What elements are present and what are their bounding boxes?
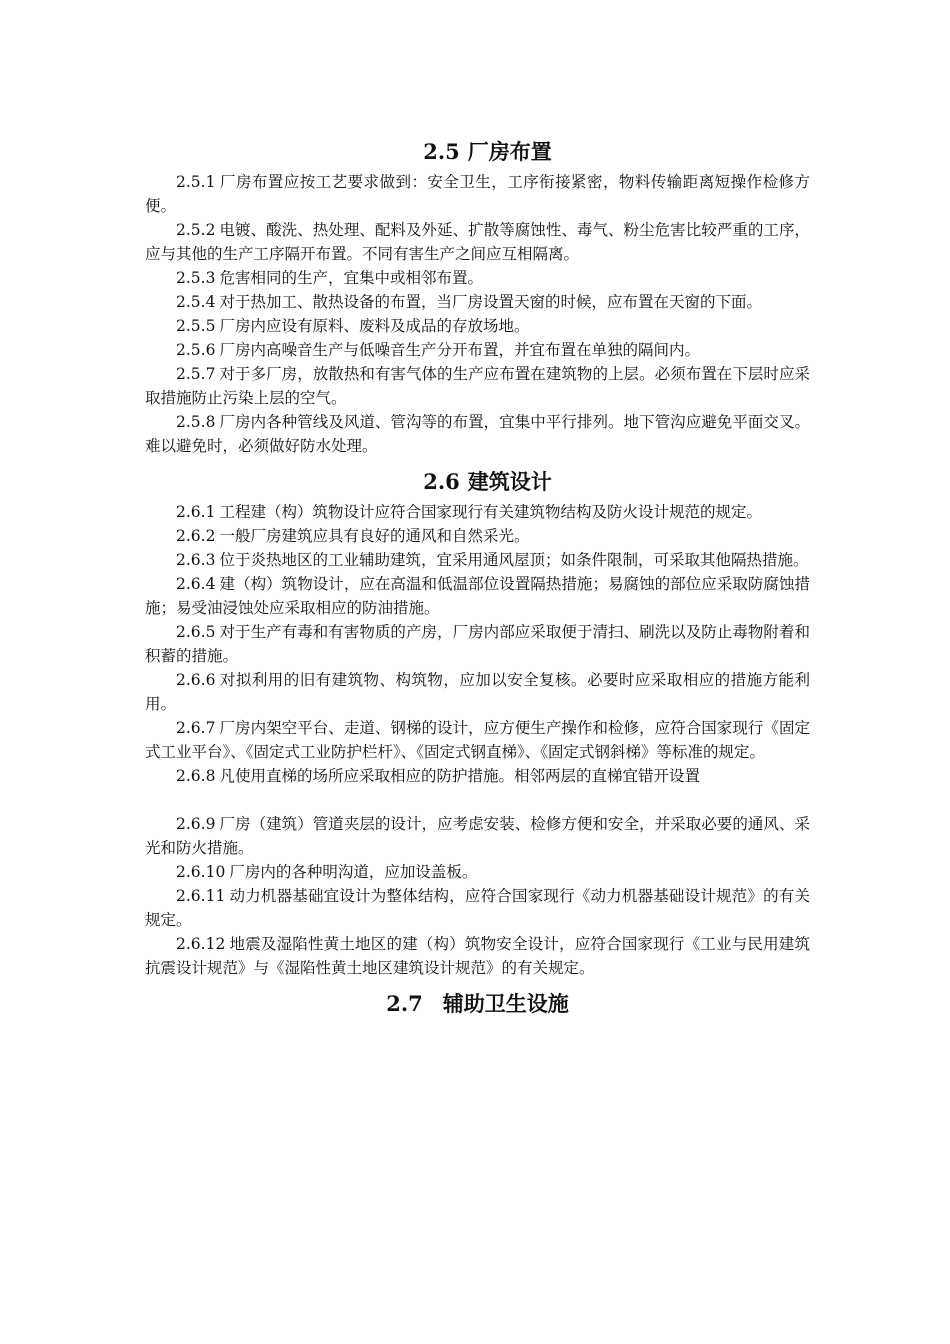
clause-number: 2.5.8 (176, 413, 216, 431)
clause-2-6-3 (145, 548, 810, 572)
clause-number: 2.6.2 (176, 527, 216, 545)
clause-text: 厂房内架空平台、走道、钢梯的设计，应方便生产操作和检修，应符合国家现行《固定式工业平台》、《固定式工业防护栏杆》、《固定式钢直梯》、《固定式钢斜梯》等标准的规定。 (145, 719, 810, 761)
clause-number: 2.6.10 (176, 863, 226, 881)
clause-text: 位于炎热地区的工业辅助建筑，宜采用通风屋顶；如条件限制，可采取其他隔热措施。 (219, 551, 809, 569)
clause-number: 2.6.1 (176, 503, 216, 521)
clause-text: 厂房内各种管线及风道、管沟等的布置，宜集中平行排列。地下管沟应避免平面交叉。难以避免时，必须做好防水处理。 (145, 413, 810, 455)
clause-text: 一般厂房建筑应具有良好的通风和自然采光。 (219, 527, 530, 545)
clause-2-6-1 (145, 500, 810, 524)
clause-number: 2.6.3 (176, 551, 216, 569)
clause-text: 厂房内高噪音生产与低噪音生产分开布置，并宜布置在单独的隔间内。 (219, 341, 700, 359)
clause-text: 建（构）筑物设计，应在高温和低温部位设置隔热措施；易腐蚀的部位应采取防腐蚀措施；易受油浸蚀处应采取相应的防油措施。 (145, 575, 810, 617)
clause-text: 厂房内应设有原料、废料及成品的存放场地。 (219, 317, 530, 335)
section-title: 辅助卫生设施 (442, 991, 569, 1016)
clause-number: 2.5.4 (176, 293, 216, 311)
clause-2-6-7 (145, 716, 810, 764)
clause-2-5-6 (145, 338, 810, 362)
clause-2-5-1 (145, 170, 810, 218)
clause-text: 厂房布置应按工艺要求做到：安全卫生，工序衔接紧密，物料传输距离短操作检修方便。 (145, 173, 810, 215)
clause-number: 2.5.2 (176, 221, 216, 239)
clause-text: 工程建（构）筑物设计应符合国家现行有关建筑物结构及防火设计规范的规定。 (219, 503, 762, 521)
clause-number: 2.6.7 (176, 719, 216, 737)
section-heading-2-7 (145, 986, 810, 1022)
clause-number: 2.5.7 (176, 365, 216, 383)
clause-2-6-2 (145, 524, 810, 548)
clause-number: 2.5.5 (176, 317, 216, 335)
clause-text: 动力机器基础宜设计为整体结构，应符合国家现行《动力机器基础设计规范》的有关规定。 (145, 887, 810, 929)
clause-2-5-5 (145, 314, 810, 338)
section-number: 2.6 (423, 469, 460, 494)
clause-text: 电镀、酸洗、热处理、配料及外延、扩散等腐蚀性、毒气、粉尘危害比较严重的工序，应与其他的生产工序隔开布置。不同有害生产之间应互相隔离。 (145, 221, 810, 263)
section-title: 厂房布置 (467, 139, 552, 164)
clause-number: 2.5.1 (176, 173, 216, 191)
clause-number: 2.6.9 (176, 815, 216, 833)
clause-2-6-11 (145, 884, 810, 932)
clause-2-5-2 (145, 218, 810, 266)
clause-text: 危害相同的生产，宜集中或相邻布置。 (219, 269, 483, 287)
clause-text: 对于多厂房，放散热和有害气体的生产应布置在建筑物的上层。必须布置在下层时应采取措施防止污染上层的空气。 (145, 365, 810, 407)
clause-number: 2.6.8 (176, 767, 216, 785)
section-heading-2-5 (165, 134, 810, 170)
clause-number: 2.6.4 (176, 575, 216, 593)
clause-number: 2.5.3 (176, 269, 216, 287)
clause-2-6-9 (145, 812, 810, 860)
section-number: 2.7 (386, 991, 423, 1016)
clause-2-6-8 (145, 764, 810, 788)
clause-2-6-4 (145, 572, 810, 620)
clause-2-6-12 (145, 932, 810, 980)
clause-text: 厂房内的各种明沟道，应加设盖板。 (229, 863, 478, 881)
clause-number: 2.5.6 (176, 341, 216, 359)
clause-number: 2.6.6 (176, 671, 216, 689)
clause-2-5-8 (145, 410, 810, 458)
clause-text: 对于生产有毒和有害物质的产房，厂房内部应采取便于清扫、刷洗以及防止毒物附着和积蓄的措施。 (145, 623, 810, 665)
clause-number: 2.6.5 (176, 623, 216, 641)
clause-number: 2.6.11 (176, 887, 226, 905)
clause-text: 对拟利用的旧有建筑物、构筑物，应加以安全复核。必要时应采取相应的措施方能利用。 (145, 671, 810, 713)
clause-text: 对于热加工、散热设备的布置，当厂房设置天窗的时候，应布置在天窗的下面。 (219, 293, 762, 311)
section-heading-2-6 (165, 464, 810, 500)
clause-2-6-10 (145, 860, 810, 884)
clause-2-5-3 (145, 266, 810, 290)
document-body (145, 134, 810, 1022)
section-title: 建筑设计 (467, 469, 552, 494)
clause-text: 厂房（建筑）管道夹层的设计，应考虑安装、检修方便和安全，并采取必要的通风、采光和防火措施。 (145, 815, 810, 857)
clause-2-5-7 (145, 362, 810, 410)
clause-text: 凡使用直梯的场所应采取相应的防护措施。相邻两层的直梯宜错开设置 (219, 767, 700, 785)
section-number: 2.5 (423, 139, 460, 164)
clause-text: 地震及湿陷性黄土地区的建（构）筑物安全设计，应符合国家现行《工业与民用建筑抗震设计规范》与《湿陷性黄土地区建筑设计规范》的有关规定。 (145, 935, 810, 977)
clause-number: 2.6.12 (176, 935, 226, 953)
clause-2-6-5 (145, 620, 810, 668)
clause-2-5-4 (145, 290, 810, 314)
clause-2-6-6 (145, 668, 810, 716)
